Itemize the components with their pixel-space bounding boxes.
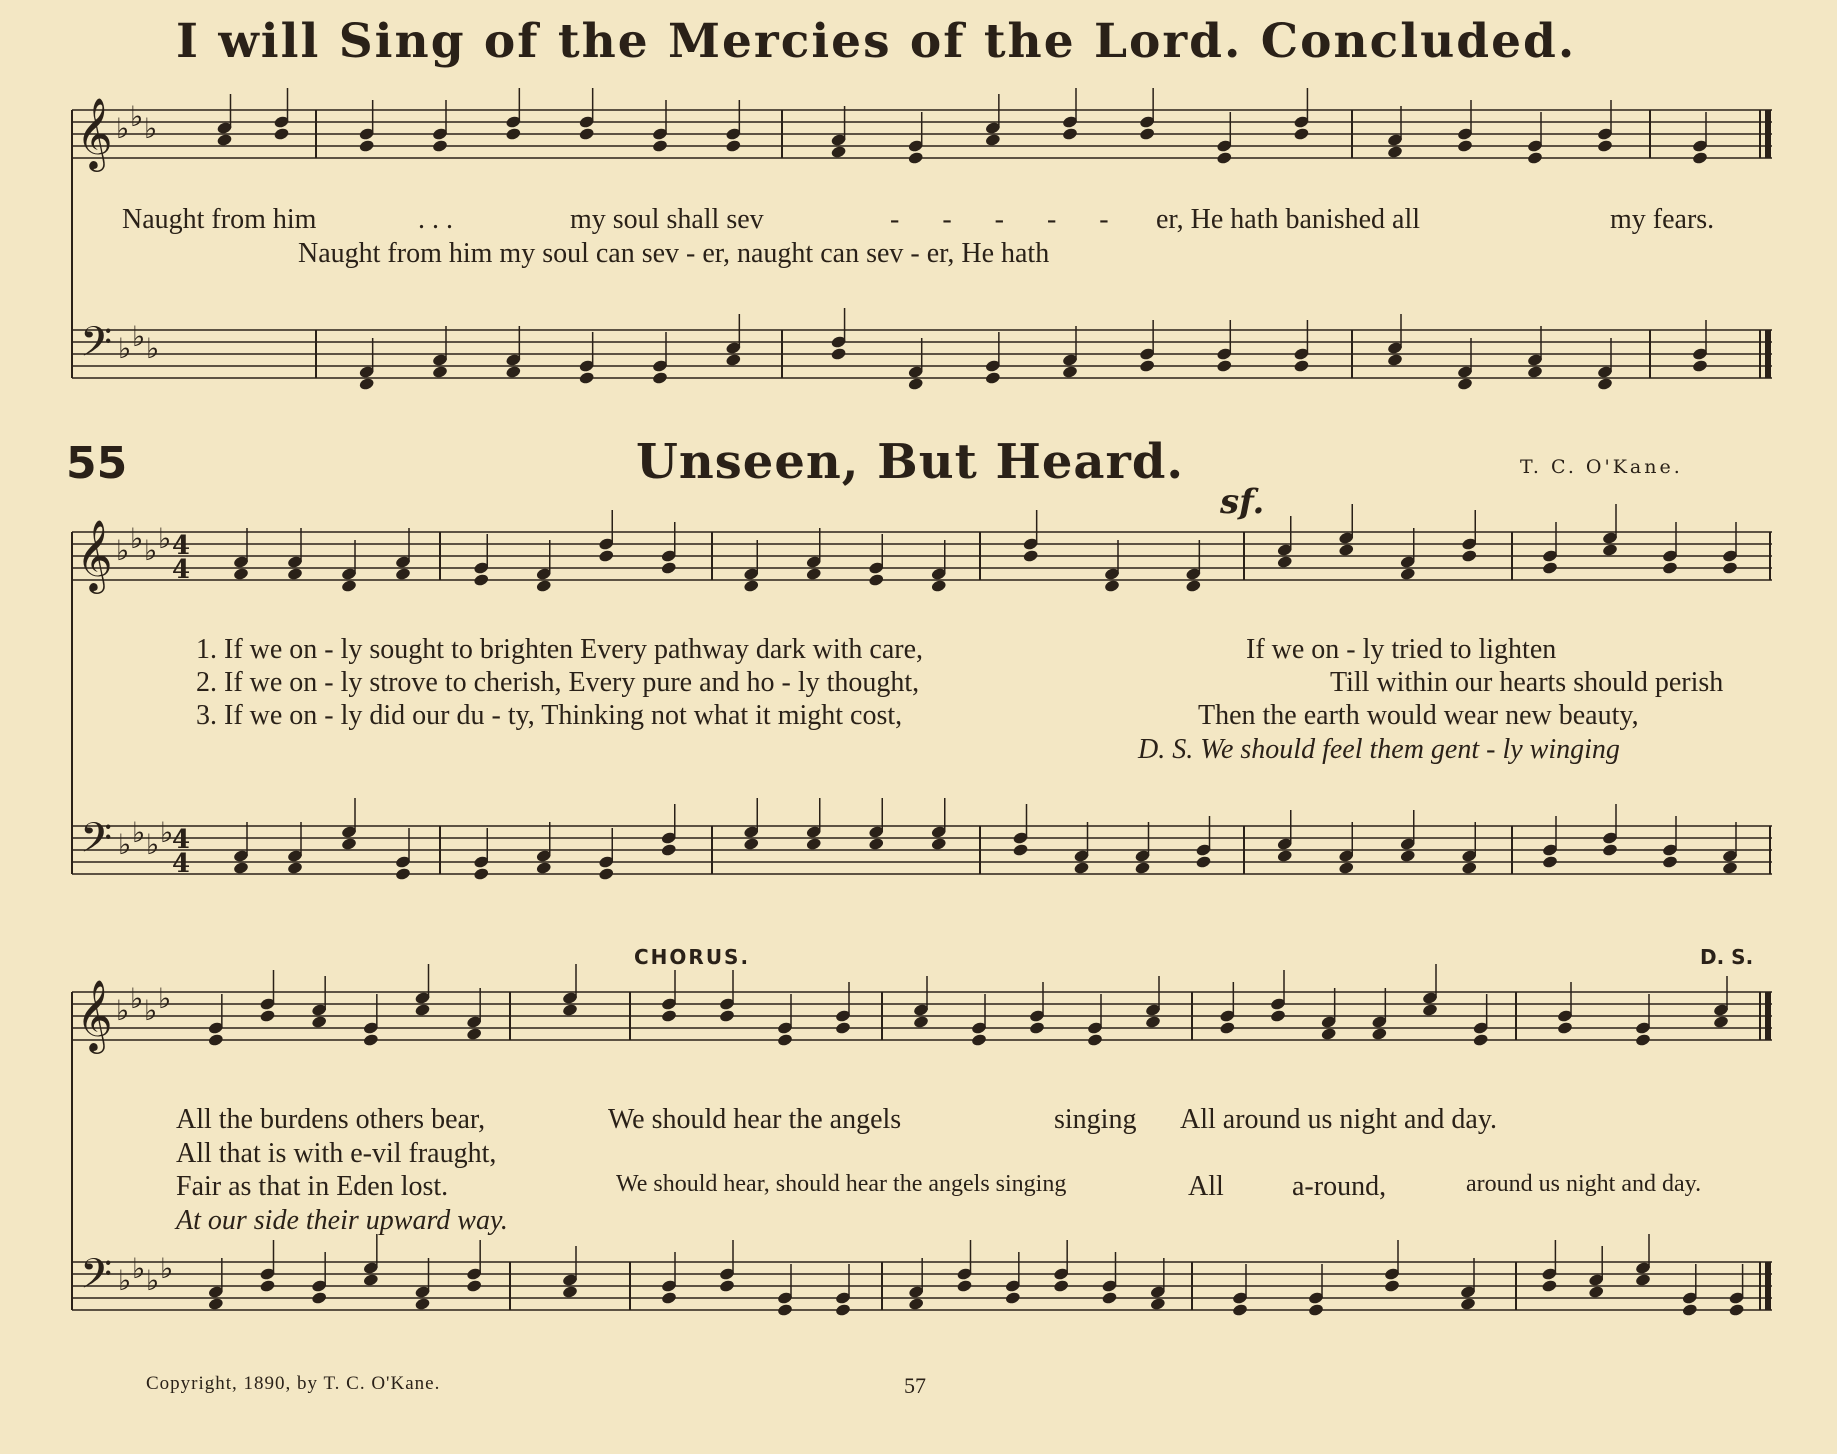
notehead [660, 561, 677, 575]
notehead [1457, 377, 1474, 391]
notehead [652, 139, 669, 153]
notehead [233, 861, 250, 875]
notehead [311, 1015, 328, 1029]
notehead [1139, 127, 1156, 141]
notehead [432, 365, 449, 379]
flat-icon: ♭ [158, 522, 172, 555]
flat-icon: ♭ [116, 534, 130, 567]
bass-clef-icon: 𝄢 [80, 814, 113, 872]
flat-icon: ♭ [160, 816, 174, 849]
chorus-lyric-1b: We should hear the angels [608, 1104, 902, 1135]
notehead [777, 1303, 794, 1317]
composer: T. C. O'Kane. [1520, 456, 1683, 478]
notehead [743, 579, 760, 593]
notehead [661, 1009, 678, 1023]
notehead [805, 837, 822, 851]
notehead [908, 1297, 925, 1311]
notehead [505, 127, 522, 141]
notehead [414, 1297, 431, 1311]
notehead [1722, 861, 1739, 875]
notehead [598, 867, 615, 881]
notehead [287, 861, 304, 875]
verse-2: 2. If we on - ly strove to cherish, Every pure and ho - ly thought, [196, 667, 920, 698]
notehead [1371, 1027, 1388, 1041]
notehead [1597, 139, 1614, 153]
notehead [1276, 849, 1293, 863]
notehead [1635, 1273, 1652, 1287]
notehead [1541, 1279, 1558, 1293]
notehead [395, 867, 412, 881]
notehead [341, 579, 358, 593]
notehead [1216, 151, 1233, 165]
flat-icon: ♭ [116, 112, 130, 145]
notehead [1029, 1021, 1046, 1035]
notehead [1308, 1303, 1325, 1317]
verse-1-cont: If we on - ly tried to lighten [1246, 634, 1557, 665]
notehead [830, 145, 847, 159]
notehead [1588, 1285, 1605, 1299]
notehead [1384, 1279, 1401, 1293]
copyright: Copyright, 1890, by T. C. O'Kane. [146, 1373, 441, 1394]
page-number: 57 [904, 1373, 926, 1398]
verse-3-cont: Then the earth would wear new beauty, [1198, 700, 1639, 731]
notehead [1134, 861, 1151, 875]
notehead [719, 1279, 736, 1293]
notehead [835, 1303, 852, 1317]
notehead [1635, 1033, 1652, 1047]
treble-clef-icon: 𝄞 [76, 96, 113, 169]
flat-icon: ♭ [130, 100, 144, 133]
notehead [1457, 139, 1474, 153]
chorus-lyric-1a: All the burdens others bear, [176, 1104, 486, 1135]
chorus-lyric-3e: around us night and day. [1466, 1171, 1702, 1197]
notehead [907, 151, 924, 165]
notehead [777, 1033, 794, 1047]
notehead [805, 567, 822, 581]
notehead [1195, 855, 1212, 869]
hymn-number: 55 [66, 438, 128, 489]
notehead [505, 365, 522, 379]
flat-icon: ♭ [130, 522, 144, 555]
chorus-lyric-1c: singing [1054, 1104, 1137, 1135]
notehead [725, 353, 742, 367]
notehead [1460, 1297, 1477, 1311]
final-barline [1765, 330, 1771, 378]
lyric-s1-line2: Naught from him my soul can sev - er, naught can sev - er, He hath [298, 238, 1050, 269]
chorus-lyric-3b: We should hear, should hear the angels singing [616, 1171, 1067, 1197]
chorus-lyric-1d: All around us night and day. [1180, 1104, 1498, 1135]
flat-icon: ♭ [132, 320, 146, 353]
notehead [907, 377, 924, 391]
lyric-s1-c: my soul shall sev [570, 204, 764, 235]
page-title: I will Sing of the Mercies of the Lord. Concluded. [176, 14, 1577, 69]
notehead [652, 371, 669, 385]
notehead [598, 549, 615, 563]
notehead [1062, 365, 1079, 379]
flat-icon: ♭ [144, 112, 158, 145]
notehead [1216, 359, 1233, 373]
notehead [661, 1291, 678, 1305]
notehead [1232, 1303, 1249, 1317]
treble-clef-icon: 𝄞 [76, 518, 113, 591]
notehead [743, 837, 760, 851]
notehead [1542, 561, 1559, 575]
notehead [1022, 549, 1039, 563]
verse-2-cont: Till within our hearts should perish [1330, 667, 1724, 698]
chorus-lyric-3d: a-round, [1292, 1171, 1387, 1202]
notehead [930, 837, 947, 851]
notehead [1692, 359, 1709, 373]
notehead [414, 1003, 431, 1017]
notehead [1012, 843, 1029, 857]
notehead [578, 371, 595, 385]
chorus-lyric-3a: Fair as that in Eden lost. [176, 1171, 449, 1202]
flat-icon: ♭ [130, 982, 144, 1015]
notehead [1293, 359, 1310, 373]
notehead [868, 837, 885, 851]
notehead [1139, 359, 1156, 373]
notehead [259, 1009, 276, 1023]
notehead [1662, 855, 1679, 869]
notehead [1087, 1033, 1104, 1047]
notehead [1185, 579, 1202, 593]
notehead [1399, 567, 1416, 581]
notehead [719, 1009, 736, 1023]
notehead [1422, 1003, 1439, 1017]
notehead [535, 861, 552, 875]
flat-icon: ♭ [146, 828, 160, 861]
notehead [1387, 145, 1404, 159]
hymn-title: Unseen, But Heard. [636, 434, 1185, 490]
final-barline [1765, 110, 1771, 158]
notehead [985, 371, 1002, 385]
notehead [1101, 1291, 1118, 1305]
flat-icon: ♭ [118, 828, 132, 861]
notehead [1053, 1279, 1070, 1293]
flat-icon: ♭ [118, 332, 132, 365]
notehead [395, 567, 412, 581]
notehead [1527, 365, 1544, 379]
notehead [216, 133, 233, 147]
chorus-lyric-2: All that is with e-vil fraught, [176, 1138, 497, 1169]
notehead [432, 139, 449, 153]
bass-clef-icon: 𝄢 [80, 1250, 113, 1308]
notehead [1461, 861, 1478, 875]
chorus-lyric-4: At our side their upward way. [176, 1205, 508, 1236]
chorus-lyric-3c: All [1188, 1171, 1224, 1202]
notehead [1692, 151, 1709, 165]
notehead [1713, 1015, 1730, 1029]
notehead [473, 867, 490, 881]
notehead [971, 1033, 988, 1047]
verse-3: 3. If we on - ly did our du - ty, Thinking not what it might cost, [196, 700, 903, 731]
notehead [358, 377, 375, 391]
staff-bass-2 [72, 826, 1772, 874]
notehead [208, 1033, 225, 1047]
ds-lyric-line: D. S. We should feel them gent - ly winging [1138, 734, 1620, 765]
flat-icon: ♭ [132, 1252, 146, 1285]
time-signature: 4 [172, 531, 191, 561]
flat-icon: ♭ [144, 994, 158, 1027]
treble-clef-icon: 𝄞 [76, 978, 113, 1051]
notehead [1276, 555, 1293, 569]
notehead [562, 1003, 579, 1017]
notehead [259, 1279, 276, 1293]
flat-icon: ♭ [144, 534, 158, 567]
notehead [830, 347, 847, 361]
notehead [363, 1273, 380, 1287]
bass-clef-icon: 𝄢 [80, 318, 113, 376]
notehead [1461, 549, 1478, 563]
notehead [913, 1015, 930, 1029]
notehead [835, 1021, 852, 1035]
staff-treble-2 [72, 532, 1772, 580]
notehead [868, 573, 885, 587]
notehead [1597, 377, 1614, 391]
notehead [1270, 1009, 1287, 1023]
time-signature: 4 [172, 825, 191, 855]
notehead [208, 1297, 225, 1311]
notehead [1293, 127, 1310, 141]
notehead [1682, 1303, 1699, 1317]
notehead [363, 1033, 380, 1047]
notehead [311, 1291, 328, 1305]
notehead [1602, 843, 1619, 857]
notehead [1062, 127, 1079, 141]
notehead [287, 567, 304, 581]
notehead [1662, 561, 1679, 575]
time-signature: 4 [172, 849, 191, 879]
notehead [1399, 849, 1416, 863]
notehead [578, 127, 595, 141]
flat-icon: ♭ [132, 816, 146, 849]
notehead [562, 1285, 579, 1299]
notehead [273, 127, 290, 141]
notehead [1005, 1291, 1022, 1305]
notehead [1219, 1021, 1236, 1035]
notehead [1387, 353, 1404, 367]
lyric-s1-e: er, He hath banished all [1156, 204, 1421, 235]
notehead [233, 567, 250, 581]
notehead [473, 573, 490, 587]
lyric-s1-a: Naught from him [122, 204, 317, 235]
ds-mark: D. S. [1700, 945, 1754, 969]
notehead [1338, 543, 1355, 557]
chorus-label: CHORUS. [634, 945, 751, 969]
notehead [535, 579, 552, 593]
notehead [358, 139, 375, 153]
notehead [1338, 861, 1355, 875]
notehead [1073, 861, 1090, 875]
notehead [725, 139, 742, 153]
notehead [1722, 561, 1739, 575]
notehead [466, 1279, 483, 1293]
notehead [930, 579, 947, 593]
notehead [660, 843, 677, 857]
notehead [1104, 579, 1121, 593]
lyric-s1-f: my fears. [1610, 204, 1715, 235]
notehead [1527, 151, 1544, 165]
lyric-s1-b: . . . [418, 204, 453, 235]
dynamic-mark: sf. [1220, 482, 1265, 522]
verse-1: 1. If we on - ly sought to brighten Every pathway dark with care, [196, 634, 924, 665]
notehead [1542, 855, 1559, 869]
notehead [985, 133, 1002, 147]
notehead [1145, 1015, 1162, 1029]
notehead [1557, 1021, 1574, 1035]
flat-icon: ♭ [116, 994, 130, 1027]
notehead [1472, 1033, 1489, 1047]
notehead [1728, 1303, 1745, 1317]
notehead [956, 1279, 973, 1293]
notehead [341, 837, 358, 851]
notehead [1320, 1027, 1337, 1041]
flat-icon: ♭ [146, 332, 160, 365]
notehead [1602, 543, 1619, 557]
notehead [1150, 1297, 1167, 1311]
flat-icon: ♭ [158, 982, 172, 1015]
final-barline [1765, 992, 1771, 1040]
flat-icon: ♭ [146, 1264, 160, 1297]
time-signature: 4 [172, 555, 191, 585]
notehead [466, 1027, 483, 1041]
lyric-s1-d: - - - - - [890, 204, 1127, 235]
flat-icon: ♭ [118, 1264, 132, 1297]
final-barline [1765, 1262, 1771, 1310]
flat-icon: ♭ [160, 1252, 174, 1285]
